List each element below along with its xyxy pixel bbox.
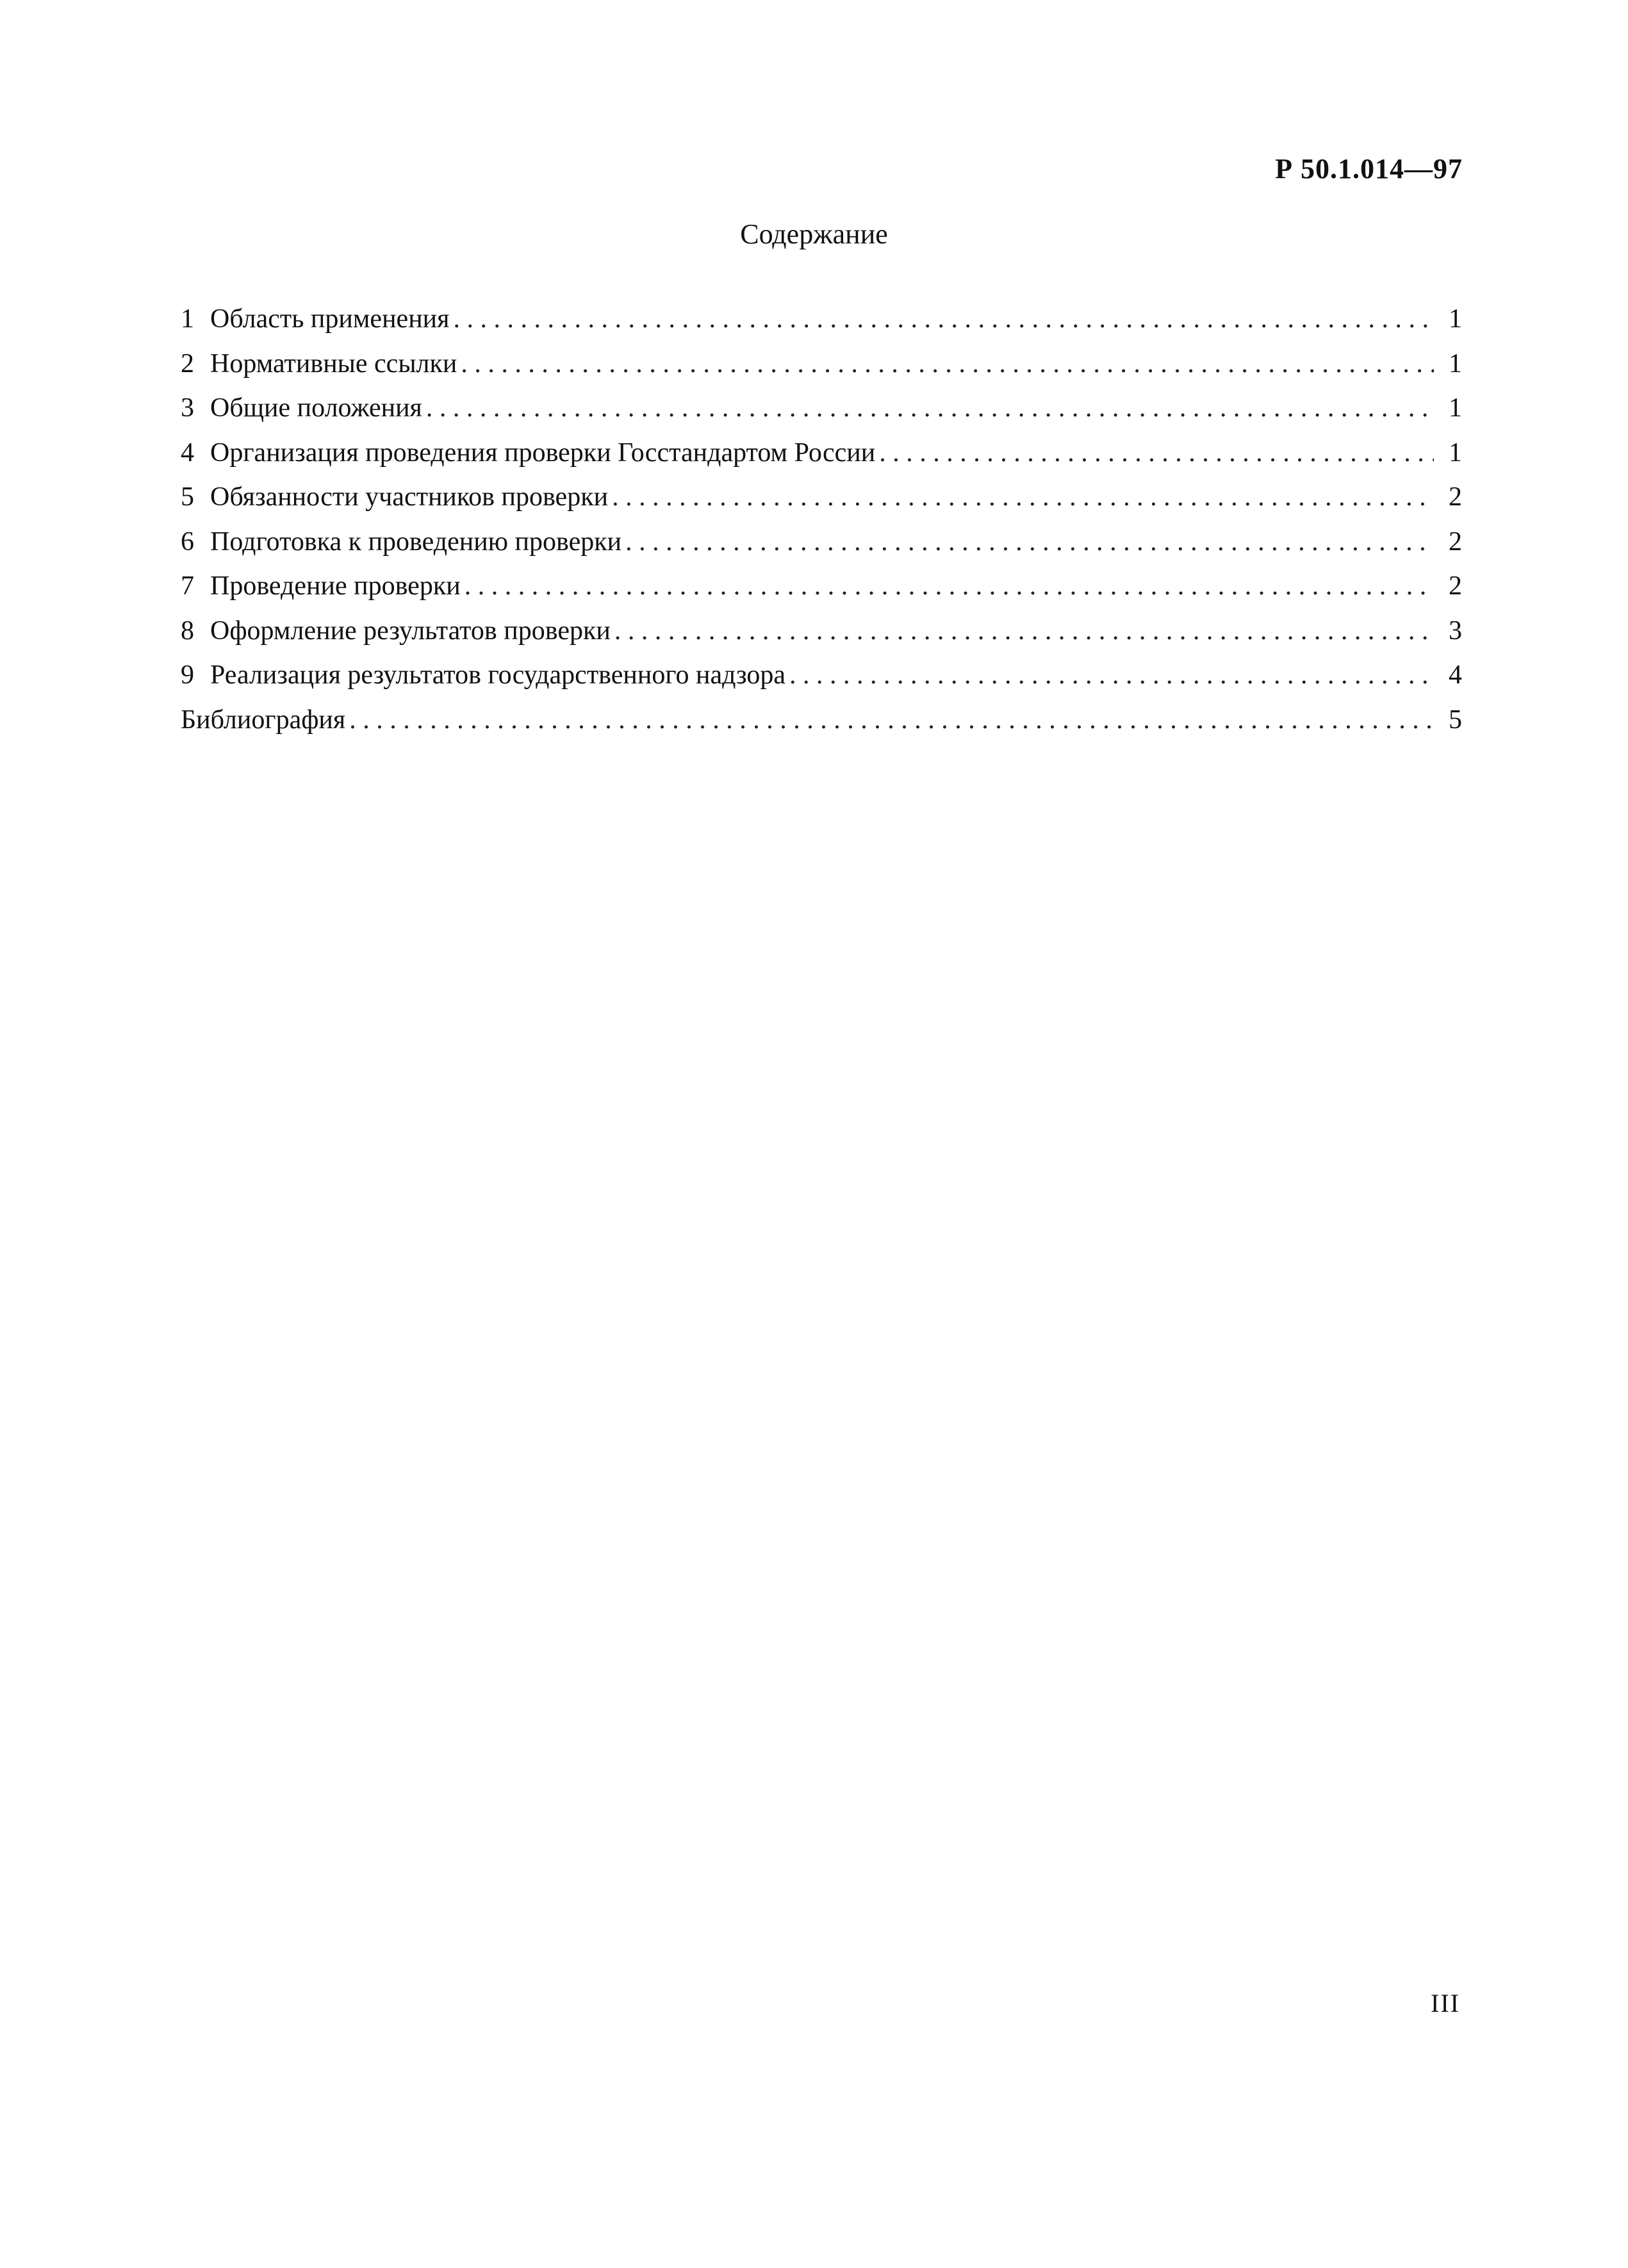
toc-entry-label: Подготовка к проведению проверки	[210, 526, 622, 557]
toc-dot-leader	[461, 348, 1434, 379]
toc-entry-page: 1	[1449, 348, 1462, 379]
toc-entry[interactable]	[181, 482, 1462, 526]
toc-entry-page: 1	[1449, 393, 1462, 423]
toc-dot-leader	[612, 482, 1434, 512]
toc-entry-page: 2	[1449, 571, 1462, 601]
toc-entry-number: 7	[181, 571, 194, 601]
toc-entry-label: Проведение проверки	[210, 571, 461, 601]
toc-entry[interactable]	[181, 571, 1462, 616]
toc-entry[interactable]	[181, 526, 1462, 571]
toc-entry-number: 9	[181, 660, 194, 690]
toc-entry-label: Нормативные ссылки	[210, 348, 457, 379]
toc-entry-label: Обязанности участников проверки	[210, 482, 609, 512]
toc-dot-leader	[453, 304, 1434, 334]
toc-entry[interactable]	[181, 437, 1462, 482]
toc-entry-page: 1	[1449, 304, 1462, 334]
toc-entry[interactable]	[181, 616, 1462, 660]
toc-entry-label: Общие положения	[210, 393, 422, 423]
toc-dot-leader	[789, 660, 1434, 690]
toc-entry-label: Реализация результатов государственного надзора	[210, 660, 786, 690]
table-of-contents	[181, 304, 1462, 749]
toc-entry-label: Библиография	[181, 705, 346, 735]
toc-dot-leader	[465, 571, 1434, 601]
toc-entry-number: 8	[181, 616, 194, 646]
toc-entry-label: Организация проведения проверки Госстандартом России	[210, 437, 876, 468]
toc-entry-number: 6	[181, 526, 194, 557]
toc-entry-bibliography[interactable]	[181, 705, 1462, 749]
toc-entry-page: 3	[1449, 616, 1462, 646]
toc-entry-page: 1	[1449, 437, 1462, 468]
toc-entry-number: 1	[181, 304, 194, 334]
toc-dot-leader	[426, 393, 1434, 423]
toc-dot-leader	[625, 526, 1434, 557]
toc-entry-number: 2	[181, 348, 194, 379]
toc-entry-number: 4	[181, 437, 194, 468]
toc-entry-number: 3	[181, 393, 194, 423]
toc-entry[interactable]	[181, 393, 1462, 437]
toc-dot-leader	[879, 437, 1434, 468]
toc-entry[interactable]	[181, 348, 1462, 393]
toc-entry-number: 5	[181, 482, 194, 512]
page-number: III	[1431, 1989, 1460, 2018]
toc-entry-page: 5	[1449, 705, 1462, 735]
toc-dot-leader	[349, 705, 1434, 735]
toc-entry[interactable]	[181, 304, 1462, 348]
document-code: Р 50.1.014—97	[1275, 153, 1463, 184]
toc-entry-label: Оформление результатов проверки	[210, 616, 611, 646]
toc-dot-leader	[614, 616, 1434, 646]
toc-entry[interactable]	[181, 660, 1462, 705]
toc-entry-page: 2	[1449, 526, 1462, 557]
toc-entry-label: Область применения	[210, 304, 450, 334]
toc-entry-page: 4	[1449, 660, 1462, 690]
toc-entry-page: 2	[1449, 482, 1462, 512]
toc-title: Содержание	[740, 218, 888, 250]
